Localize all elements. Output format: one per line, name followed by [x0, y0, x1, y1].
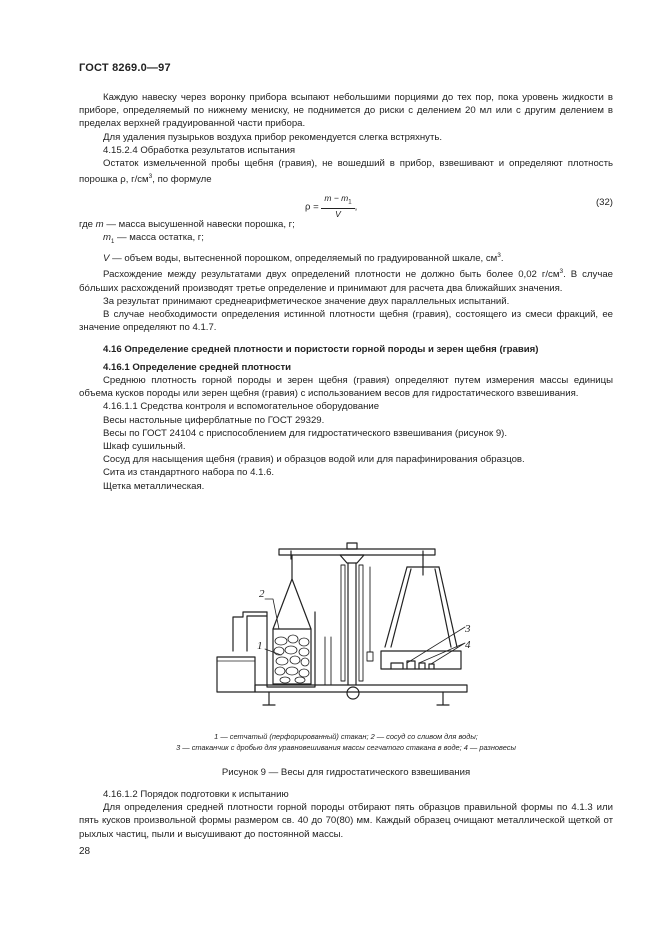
section-heading-4-16-1-2: 4.16.1.2 Порядок подготовки к испытанию	[103, 789, 289, 800]
figure-label-3: 3	[465, 623, 471, 635]
section-heading-4-15-2-4: 4.15.2.4 Обработка результатов испытания	[103, 144, 296, 156]
body-text-upper	[79, 91, 613, 493]
paragraph: Для определения средней плотности горной породы отбирают пять образцов правильной формы по 4.1.3 или пять кусков произвольной формы размером св. 40 до 70(80) мм. Каждый образец очищают металлической щеткой от рыхлых частиц, пыли и высушивают до постоянной массы.	[79, 802, 613, 840]
section-heading-4-16-1-1: 4.16.1.1 Средства контроля и вспомогательное оборудование	[103, 401, 380, 413]
paragraph: Каждую навеску через воронку прибора всыпают небольшими порциями до тех пор, пока уровень жидкости в приборе, определяемый по нижнему мениску, не поднимется до риски с делением 20 мл или с другим делением в пределах верхней градуированной части прибора.	[79, 92, 613, 130]
figure-caption: Рисунок 9 — Весы для гидростатического взвешивания	[221, 767, 471, 778]
formula-number: (32)	[595, 196, 613, 208]
crushed-stone	[274, 635, 309, 683]
equipment-item: Щетка металлическая.	[103, 480, 205, 492]
paragraph: Остаток измельченной пробы щебня (гравия), не вошедший в прибор, взвешивают и определяют плотность порошка ρ, $г/см^3$, по формуле	[79, 158, 613, 186]
legend-line: 1 — сетчатый (перфорированный) стакан; 2 — сосуд со сливом для воды;	[214, 732, 478, 741]
balance-column	[348, 563, 356, 685]
page-number: 28	[79, 846, 91, 857]
figure-label-2: 2	[259, 588, 265, 600]
paragraph: Среднюю плотность горной породы и зерен щебня (гравия) определяют путем измерения массы единицы объема кусков породы или зерен щебня (гравия) с использованием весов для гидростатического взвешивания.	[79, 374, 613, 400]
section-heading-4-16: 4.16 Определение средней плотности и пористости горной породы и зерен щебня (гравия)	[103, 343, 539, 355]
where-line: где m — масса высушенной навески порошка, г;	[79, 218, 295, 230]
equipment-item: Шкаф сушильный.	[103, 440, 186, 452]
section-heading-4-16-1: 4.16.1 Определение средней плотности	[103, 361, 292, 373]
hydrostatic-balance-figure	[207, 537, 477, 719]
balance-beam	[279, 549, 435, 555]
equipment-item: Сита из стандартного набора по 4.1.6.	[103, 467, 275, 479]
where-line: $m_1$ — масса остатка, г;	[103, 231, 204, 245]
formula-32	[79, 188, 613, 220]
shot-cup	[391, 663, 403, 669]
legend-line: 3 — стаканчик с дробью для уравновешивания массы сегчатого стакана в воде; 4 — разновесы	[176, 743, 516, 752]
equipment-item: Сосуд для насыщения щебня (гравия) и образцов водой или для парафинирования образцов.	[103, 454, 525, 466]
paragraph: В случае необходимости определения истинной плотности щебня (гравия), состоящего из смеси фракций, ее значение определяют по 4.1.7.	[79, 309, 613, 334]
balance-pan	[381, 651, 461, 669]
water-vessel	[217, 657, 255, 692]
equipment-item: Весы настольные циферблатные по ГОСТ 29329.	[103, 414, 325, 426]
equipment-item: Весы по ГОСТ 24104 с приспособлением для гидростатического взвешивания (рисунок 9).	[103, 427, 508, 439]
body-text-lower	[79, 788, 613, 841]
formula-expression: ρ = $\frac{m - m_1}{V}$ ,	[305, 192, 358, 220]
figure-legend	[79, 731, 613, 753]
paragraph: За результат принимают среднеарифметическое значение двух параллельных испытаний.	[103, 295, 510, 307]
balance-base	[255, 685, 467, 692]
balance-knob	[347, 687, 359, 699]
figure-label-1: 1	[257, 640, 263, 652]
pan-hanger	[385, 567, 457, 647]
figure-label-4: 4	[465, 639, 471, 651]
paragraph: Для удаления пузырьков воздуха прибор рекомендуется слегка встряхнуть.	[103, 131, 443, 143]
document-header: ГОСТ 8269.0—97	[79, 62, 171, 74]
paragraph: Расхождение между результатами двух определений плотности не должно быть более 0,02 $г/см^3$. В случае бóльших расхождений производят третье определение и принимают для расчета два ближайших значения.	[79, 268, 613, 294]
where-line: V — объем воды, вытесненной порошком, определяемый по градуированной шкале, $см^3$.	[103, 251, 504, 265]
basket-hanger	[273, 579, 311, 629]
